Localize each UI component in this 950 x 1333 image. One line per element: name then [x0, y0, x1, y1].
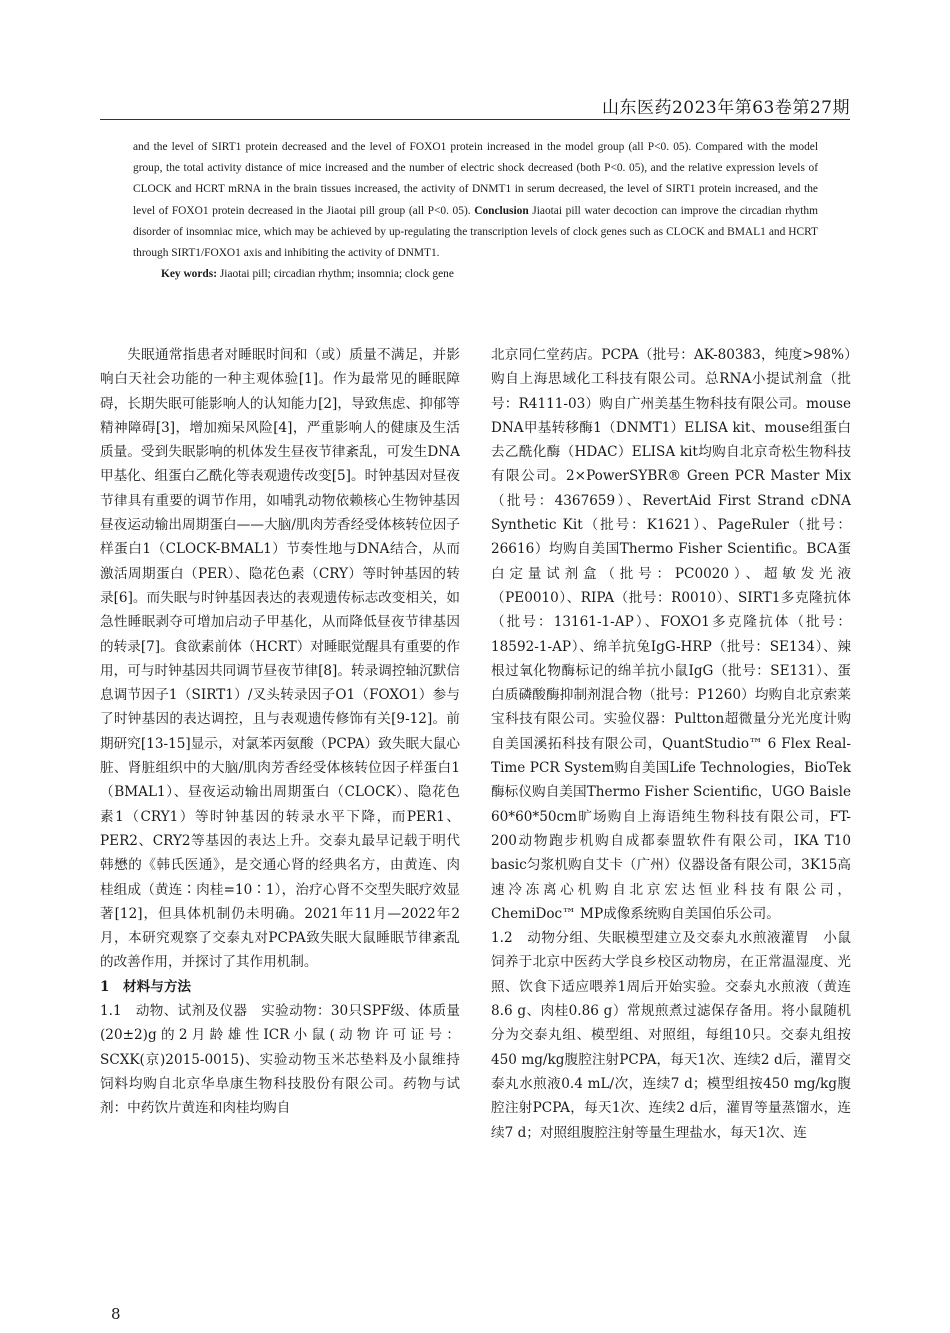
conclusion-text: Jiaotai pill water decoction can improve the circadian rhythm disorder of insomniac mice, which may be achieved by up-regulating the transcription levels of clock genes such as CLOCK and BMAL1 and HCRT through SIRT1/FOXO1 axis and inhibiting the activity of DNMT1. [133, 204, 818, 260]
subsection-1-2 [491, 926, 851, 1145]
intro-paragraph: 失眠通常指患者对睡眠时间和（或）质量不满足，并影响白天社会功能的一种主观体验[1]。作为最常见的睡眠障碍，长期失眠可能影响人的认知能力[2]，导致焦虑、抑郁等精神障碍[3]，增加痴呆风险[4]，严重影响人的健康及生活质量。受到失眠影响的机体发生昼夜节律紊乱，可发生DNA甲基化、组蛋白乙酰化等表观遗传改变[5]。时钟基因对昼夜节律具有重要的调节作用，如哺乳动物依赖核心生物钟基因昼夜运动输出周期蛋白——大脑/肌肉芳香经受体核转位因子样蛋白1（CLOCK-BMAL1）节奏性地与DNA结合，从而激活周期蛋白（PER）、隐花色素（CRY）等时钟基因的转录[6]。而失眠与时钟基因表达的表观遗传标志改变相关，如急性睡眠剥夺可增加启动子甲基化，从而降低昼夜节律基因的转录[7]。食欲素前体（HCRT）对睡眠觉醒具有重要的作用，可与时钟基因共同调节昼夜节律[8]。转录调控轴沉默信息调节因子1（SIRT1）/叉头转录因子O1（FOXO1）参与了时钟基因的表达调控，且与表观遗传修饰有关[9-12]。前期研究[13-15]显示，对氯苯丙氨酸（PCPA）致失眠大鼠心脏、肾脏组织中的大脑/肌肉芳香经受体核转位因子样蛋白1（BMAL1）、昼夜运动输出周期蛋白（CLOCK）、隐花色素1（CRY1）等时钟基因的转录水平下降，而PER1、PER2、CRY2等基因的表达上升。交泰丸最早记载于明代韩懋的《韩氏医通》，是交通心肾的经典名方，由黄连、肉桂组成（黄连∶肉桂=10∶1），治疗心肾不交型失眠疗效显著[12]，但具体机制仍未明确。2021年11月—2022年2月，本研究观察了交泰丸对PCPA致失眠大鼠睡眠节律紊乱的改善作用，并探讨了其作用机制。 [100, 347, 460, 971]
keywords-label: Key words: [161, 268, 217, 281]
abstract-results-text: and the level of SIRT1 protein decreased and the level of FOXO1 protein increased in the model group (all P<0. 05). Compared with the model group, the total activity distance of mice increased and the number of electric shock decreased (both P<0. 05), and the relative expression levels of CLOCK and HCRT mRNA in the brain tissues increased, the activity of DNMT1 in serum decreased, the level of SIRT1 protein increased, and the level of FOXO1 protein decreased in the Jiaotai pill group (all P<0. 05). [133, 141, 818, 217]
page-number: 8 [111, 1305, 121, 1323]
journal-header: 山东医药2023年第63卷第27期 [601, 98, 850, 118]
subsection-1-2-text: 小鼠饲养于北京中医药大学良乡校区动物房，在正常温湿度、光照、饮食下适应喂养1周后开始实验。交泰丸水煎液（黄连8.6 g、肉桂0.86 g）常规煎煮过滤保存备用。将小鼠随机分为交泰丸组、模型组、对照组，每组10只。交泰丸组按450 mg/kg腹腔注射PCPA，每天1次、连续2 d后，灌胃交泰丸水煎液0.4 mL/次，连续7 d；模型组按450 mg/kg腹腔注射PCPA，每天1次、连续2 d后，灌胃等量蒸馏水，连续7 d；对照组腹腔注射等量生理盐水，每天1次、连 [491, 930, 851, 1141]
header-rule [100, 119, 850, 120]
subsection-1-1-label: 1.1 动物、试剂及仪器 [100, 1003, 248, 1020]
section-title: 1 材料与方法 [100, 978, 192, 995]
right-column [491, 343, 851, 1145]
conclusion-label: Conclusion [474, 204, 529, 217]
subsection-1-1-text: 实验动物：30只SPF级、体质量(20±2)g的2月龄雄性ICR小鼠(动物许可证号：SCXK(京)2015-0015)、实验动物玉米芯垫料及小鼠维持饲料均购自北京华阜康生物科技股份有限公司。药物与试剂：中药饮片黄连和肉桂均购自 [100, 1003, 460, 1117]
materials-paragraph: 北京同仁堂药店。PCPA（批号：AK-80383，纯度>98%）购自上海思域化工科技有限公司。总RNA小提试剂盒（批号：R4111-03）购自广州美基生物科技有限公司。mouse DNA甲基转移酶1（DNMT1）ELISA kit、mouse组蛋白去乙酰化酶（HDAC）ELISA kit均购自北京奇松生物科技有限公司。2×PowerSYBR® Green PCR Master Mix（批号：4367659）、RevertAid First Strand cDNA Synthetic Kit（批号：K1621）、PageRuler（批号：26616）均购自美国Thermo Fisher Scientific。BCA蛋白定量试剂盒（批号：PC0020）、超敏发光液（PE0010）、RIPA（批号：R0010）、SIRT1多克隆抗体（批号：13161-1-AP）、FOXO1多克隆抗体（批号：18592-1-AP）、绵羊抗兔IgG-HRP（批号：SE134）、辣根过氧化物酶标记的绵羊抗小鼠IgG（批号：SE131）、蛋白质磷酸酶抑制剂混合物（批号：P1260）均购自北京索莱宝科技有限公司。实验仪器：Pultton超微量分光光度计购自美国溪拓科技有限公司，QuantStudio™ 6 Flex Real-Time PCR System购自美国Life Technologies，BioTek酶标仪购自美国Thermo Fisher Scientific，UGO Baisle 60*60*50cm旷场购自上海语纯生物科技有限公司，FT-200动物跑步机购自成都泰盟软件有限公司，IKA T10 basic匀浆机购自艾卡（广州）仪器设备有限公司，3K15高速冷冻离心机购自北京宏达恒业科技有限公司，ChemiDoc™ MP成像系统购自美国伯乐公司。 [491, 347, 851, 922]
left-column [100, 343, 460, 1121]
keywords-text: Jiaotai pill; circadian rhythm; insomnia; clock gene [219, 268, 454, 281]
subsection-1-2-label: 1.2 动物分组、失眠模型建立及交泰丸水煎液灌胃 [491, 930, 810, 947]
keywords-row [133, 264, 818, 285]
abstract-paragraph [133, 137, 818, 264]
subsection-1-1 [100, 999, 460, 1120]
abstract-block [133, 137, 818, 285]
